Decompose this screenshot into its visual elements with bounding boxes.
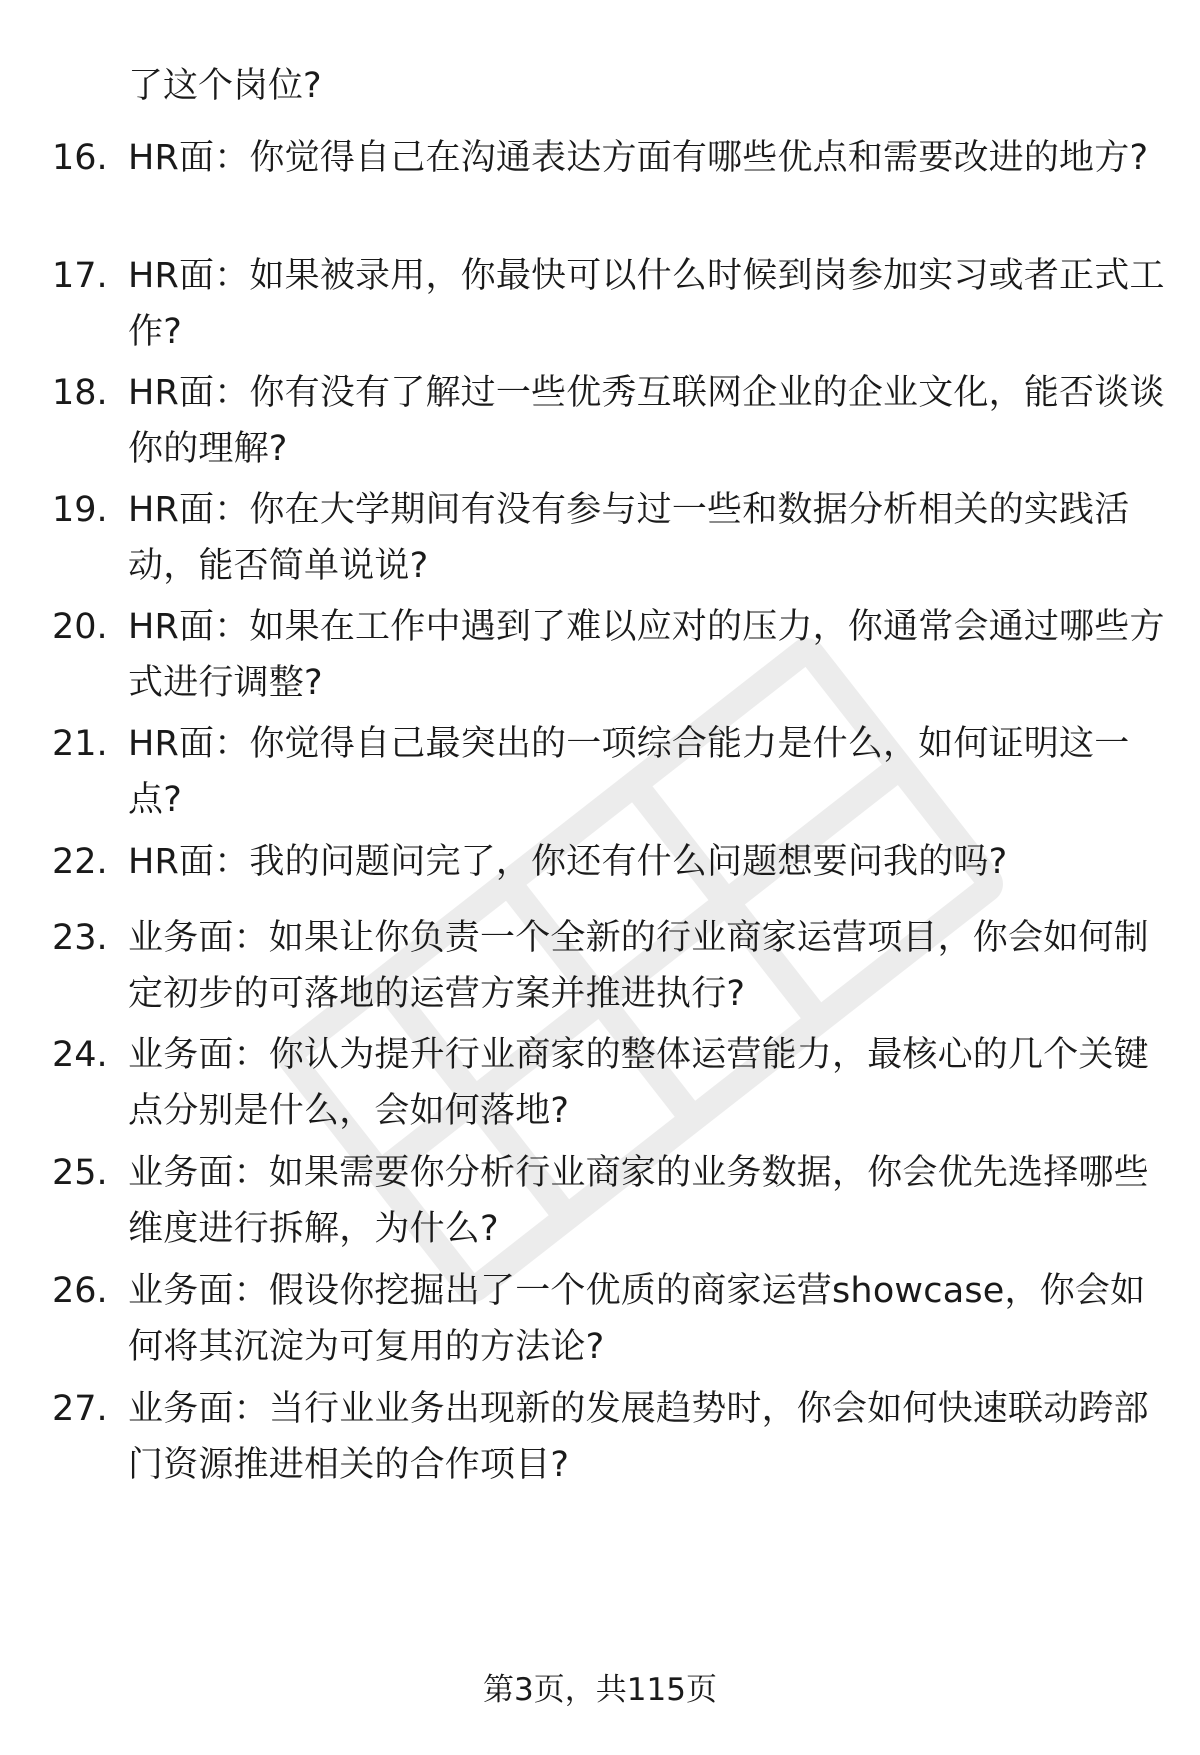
continued-question-text: 了这个岗位? <box>128 66 322 106</box>
question-number: 26. <box>52 1271 108 1311</box>
question-text: 业务面：你认为提升行业商家的整体运营能力，最核心的几个关键点分别是什么，会如何落地? <box>128 1035 1149 1131</box>
question-text: HR面：你觉得自己最突出的一项综合能力是什么，如何证明这一点? <box>128 724 1130 820</box>
question-number: 16. <box>52 138 108 178</box>
question-number: 20. <box>52 607 108 647</box>
question-text: HR面：如果被录用，你最快可以什么时候到岗参加实习或者正式工作? <box>128 256 1165 352</box>
question-text: 业务面：如果需要你分析行业商家的业务数据，你会优先选择哪些维度进行拆解，为什么? <box>128 1153 1149 1249</box>
question-number: 19. <box>52 490 108 530</box>
question-text: HR面：你觉得自己在沟通表达方面有哪些优点和需要改进的地方? <box>128 138 1149 178</box>
question-number: 21. <box>52 724 108 764</box>
question-text: 业务面：假设你挖掘出了一个优质的商家运营showcase，你会如何将其沉淀为可复用的方法论? <box>128 1271 1146 1367</box>
question-text: HR面：你有没有了解过一些优秀互联网企业的企业文化，能否谈谈你的理解? <box>128 373 1165 469</box>
question-text: 业务面：当行业业务出现新的发展趋势时，你会如何快速联动跨部门资源推进相关的合作项目? <box>128 1389 1149 1485</box>
question-number: 18. <box>52 373 108 413</box>
question-number: 24. <box>52 1035 108 1075</box>
question-text: HR面：你在大学期间有没有参与过一些和数据分析相关的实践活动，能否简单说说? <box>128 490 1130 586</box>
question-number: 27. <box>52 1389 108 1429</box>
question-number: 17. <box>52 256 108 296</box>
question-text: 业务面：如果让你负责一个全新的行业商家运营项目，你会如何制定初步的可落地的运营方案并推进执行? <box>128 918 1149 1014</box>
question-number: 22. <box>52 842 108 882</box>
page-footer: 第3页，共115页 <box>483 1672 717 1708</box>
question-number: 23. <box>52 918 108 958</box>
question-text: HR面：我的问题问完了，你还有什么问题想要问我的吗? <box>128 842 1008 882</box>
question-text: HR面：如果在工作中遇到了难以应对的压力，你通常会通过哪些方式进行调整? <box>128 607 1165 703</box>
question-number: 25. <box>52 1153 108 1193</box>
